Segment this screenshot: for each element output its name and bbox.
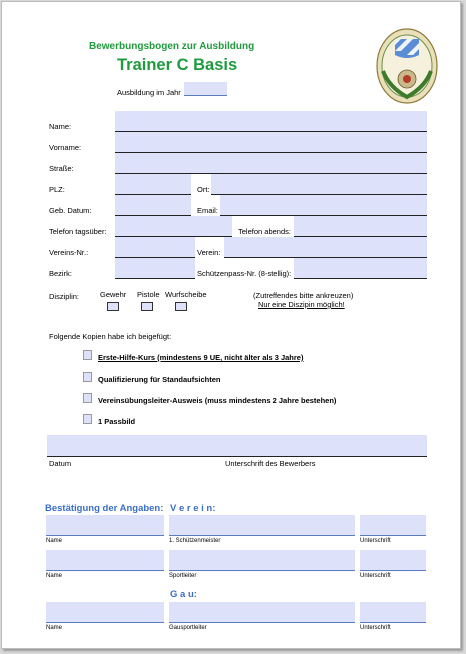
confirmation-title: Bestätigung der Angaben: (45, 503, 164, 514)
row1-line-2 (169, 535, 355, 536)
form-title: Trainer C Basis (117, 56, 238, 74)
plz-label: PLZ: (49, 185, 65, 194)
schuetzenmeister-input[interactable] (169, 515, 355, 535)
sportleiter-input[interactable] (169, 550, 355, 570)
passbild-label: 1 Passbild (98, 417, 136, 426)
form-subtitle: Bewerbungsbogen zur Ausbildung (89, 41, 255, 52)
pistole-label: Pistole (137, 290, 160, 299)
vereins-nr-label: Vereins-Nr.: (49, 248, 89, 257)
vorname-input[interactable] (115, 132, 427, 152)
strasse-label: Straße: (49, 164, 74, 173)
datum-label: Datum (49, 459, 72, 468)
geb-datum-label: Geb. Datum: (49, 206, 92, 215)
schuetzenmeister-signature-input[interactable] (360, 515, 426, 535)
wurfscheibe-label: Wurfscheibe (165, 290, 207, 299)
gau-name-input[interactable] (46, 602, 164, 622)
row2-name-label: Name (46, 573, 63, 579)
erste-hilfe-checkbox[interactable] (83, 350, 92, 360)
gewehr-label: Gewehr (100, 290, 127, 299)
vorname-label: Vorname: (49, 143, 82, 152)
row3-name-label: Name (46, 625, 63, 631)
gausportleiter-signature-input[interactable] (360, 602, 426, 622)
signature-input[interactable] (47, 435, 427, 456)
schuetzenpass-label: Schützenpass-Nr. (8-stellig): (197, 269, 292, 278)
sportleiter-name-input[interactable] (46, 550, 164, 570)
row1-line-3 (360, 535, 426, 536)
standaufsicht-label: Qualifizierung für Standaufsichten (98, 375, 221, 384)
disziplin-note: (Zutreffendes bitte ankreuzen) (253, 291, 354, 300)
vereins-nr-input[interactable] (115, 237, 195, 257)
telefon-tag-label: Telefon tagsüber: (49, 227, 107, 236)
year-underline (184, 95, 227, 96)
row3-role-label: Gausportleiter (169, 625, 207, 631)
row2-line-3 (360, 570, 426, 571)
strasse-input[interactable] (115, 153, 427, 173)
name-input[interactable] (115, 111, 427, 131)
verein-section-title: V e r e i n: (170, 503, 216, 514)
form-page (1, 1, 461, 649)
schuetzenpass-underline (294, 278, 427, 279)
ort-input[interactable] (211, 174, 427, 194)
geb-datum-input[interactable] (115, 195, 191, 215)
verein-name-input[interactable] (46, 515, 164, 535)
schuetzenpass-input[interactable] (294, 258, 427, 278)
vereinsuebungsleiter-label: Vereinsübungsleiter-Ausweis (muss mindestens 2 Jahre bestehen) (98, 396, 337, 405)
row1-role-label: 1. Schützenmeister (169, 538, 221, 544)
row2-line-1 (46, 570, 164, 571)
telefon-tag-input[interactable] (115, 216, 232, 236)
row3-signature-label: Unterschrift (360, 625, 391, 631)
gau-section-title: G a u: (170, 589, 197, 600)
erste-hilfe-label: Erste-Hilfe-Kurs (mindestens 9 UE, nicht älter als 3 Jahre) (98, 353, 304, 362)
row1-line-1 (46, 535, 164, 536)
row3-line-2 (169, 622, 355, 623)
plz-input[interactable] (115, 174, 191, 194)
row2-role-label: Sportleiter (169, 573, 197, 579)
wurfscheibe-checkbox[interactable] (175, 302, 187, 311)
vereinsuebungsleiter-checkbox[interactable] (83, 393, 92, 403)
kopien-intro: Folgende Kopien habe ich beigefügt: (49, 332, 172, 341)
name-label: Name: (49, 122, 72, 131)
row1-name-label: Name (46, 538, 63, 544)
sportleiter-signature-input[interactable] (360, 550, 426, 570)
verein-input[interactable] (224, 237, 427, 257)
email-label: Email: (197, 206, 218, 215)
bssb-emblem-logo (375, 27, 439, 105)
signature-underline (47, 456, 427, 457)
bezirk-underline (115, 278, 195, 279)
telefon-abend-label: Telefon abends: (238, 227, 291, 236)
unterschrift-bewerber-label: Unterschrift des Bewerbers (225, 459, 316, 468)
standaufsicht-checkbox[interactable] (83, 372, 92, 382)
telefon-abend-input[interactable] (294, 216, 427, 236)
pistole-checkbox[interactable] (141, 302, 153, 311)
disziplin-label: Disziplin: (49, 292, 80, 301)
bezirk-label: Bezirk: (49, 269, 72, 278)
year-label: Ausbildung im Jahr (117, 88, 181, 97)
row2-line-2 (169, 570, 355, 571)
row3-line-1 (46, 622, 164, 623)
passbild-checkbox[interactable] (83, 414, 92, 424)
disziplin-warning: Nur eine Diszipin möglich! (258, 300, 345, 309)
ort-label: Ort: (197, 185, 210, 194)
row2-signature-label: Unterschrift (360, 573, 391, 579)
gewehr-checkbox[interactable] (107, 302, 119, 311)
row1-signature-label: Unterschrift (360, 538, 391, 544)
gausportleiter-input[interactable] (169, 602, 355, 622)
bezirk-input[interactable] (115, 258, 195, 278)
email-input[interactable] (220, 195, 427, 215)
verein-label: Verein: (197, 248, 221, 257)
row3-line-3 (360, 622, 426, 623)
year-input[interactable] (184, 82, 227, 95)
